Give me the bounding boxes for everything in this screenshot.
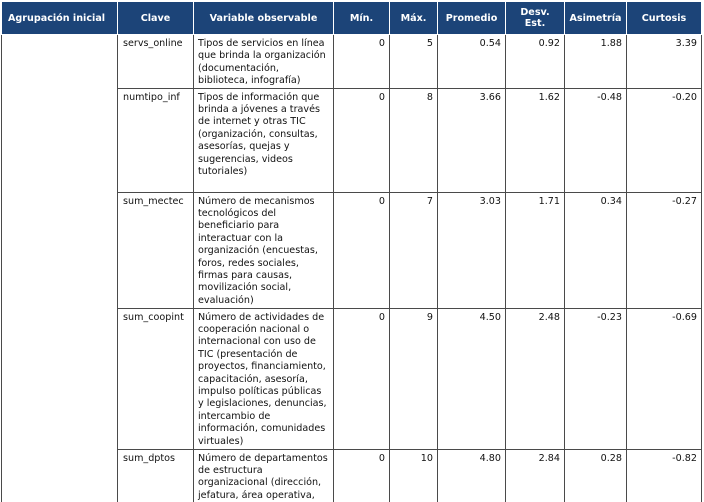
header-skew: Asimetría	[565, 2, 627, 35]
header-mean: Promedio	[438, 2, 506, 35]
row-mean: 0.54	[438, 35, 506, 89]
row-kurt: -0.20	[627, 88, 702, 192]
row-min: 0	[334, 35, 390, 89]
header-sd: Desv. Est.	[506, 2, 565, 35]
row-skew: 1.88	[565, 35, 627, 89]
table-row	[2, 35, 702, 89]
row-kurt: 3.39	[627, 35, 702, 89]
row-key: numtipo_inf	[118, 88, 194, 192]
row-desc: Tipos de servicios en línea que brinda la organización (documentación, biblioteca, infografía)	[194, 35, 334, 89]
row-max: 7	[390, 192, 438, 308]
row-sd: 1.71	[506, 192, 565, 308]
row-desc: Número de actividades de cooperación nacional o internacional con uso de TIC (presentación de proyectos, financiamiento, capacitación, asesoría, impulso políticas públicas y legislaciones, denuncias, intercambio de información, comunidades virtuales)	[194, 308, 334, 449]
row-skew: 0.34	[565, 192, 627, 308]
row-skew: -0.48	[565, 88, 627, 192]
row-desc: Número de mecanismos tecnológicos del beneficiario para interactuar con la organización (encuestas, foros, redes sociales, firmas para causas, movilización social, evaluación)	[194, 192, 334, 308]
row-key: sum_coopint	[118, 308, 194, 449]
row-key: servs_online	[118, 35, 194, 89]
row-kurt: -0.27	[627, 192, 702, 308]
header-kurt: Curtosis	[627, 2, 702, 35]
row-min: 0	[334, 88, 390, 192]
header-variable: Variable observable	[194, 2, 334, 35]
header-max: Máx.	[390, 2, 438, 35]
stats-table	[1, 1, 702, 502]
row-mean: 3.03	[438, 192, 506, 308]
header-min: Mín.	[334, 2, 390, 35]
group-cell	[2, 35, 118, 502]
row-desc: Número de departamentos de estructura organizacional (dirección, jefatura, área operativa,	[194, 449, 334, 502]
row-desc: Tipos de información que brinda a jóvenes a través de internet y otras TIC (organización, consultas, asesorías, quejas y sugerencias, videos tutoriales)	[194, 88, 334, 192]
row-skew: -0.23	[565, 308, 627, 449]
row-max: 9	[390, 308, 438, 449]
header-group: Agrupación inicial	[2, 2, 118, 35]
row-key: sum_dptos	[118, 449, 194, 502]
header-row	[2, 2, 702, 35]
row-max: 10	[390, 449, 438, 502]
row-mean: 4.80	[438, 449, 506, 502]
row-min: 0	[334, 308, 390, 449]
row-max: 8	[390, 88, 438, 192]
header-key: Clave	[118, 2, 194, 35]
row-sd: 1.62	[506, 88, 565, 192]
row-kurt: -0.69	[627, 308, 702, 449]
row-mean: 3.66	[438, 88, 506, 192]
row-min: 0	[334, 449, 390, 502]
row-kurt: -0.82	[627, 449, 702, 502]
row-sd: 0.92	[506, 35, 565, 89]
row-key: sum_mectec	[118, 192, 194, 308]
row-min: 0	[334, 192, 390, 308]
row-sd: 2.84	[506, 449, 565, 502]
row-mean: 4.50	[438, 308, 506, 449]
row-max: 5	[390, 35, 438, 89]
row-sd: 2.48	[506, 308, 565, 449]
row-skew: 0.28	[565, 449, 627, 502]
